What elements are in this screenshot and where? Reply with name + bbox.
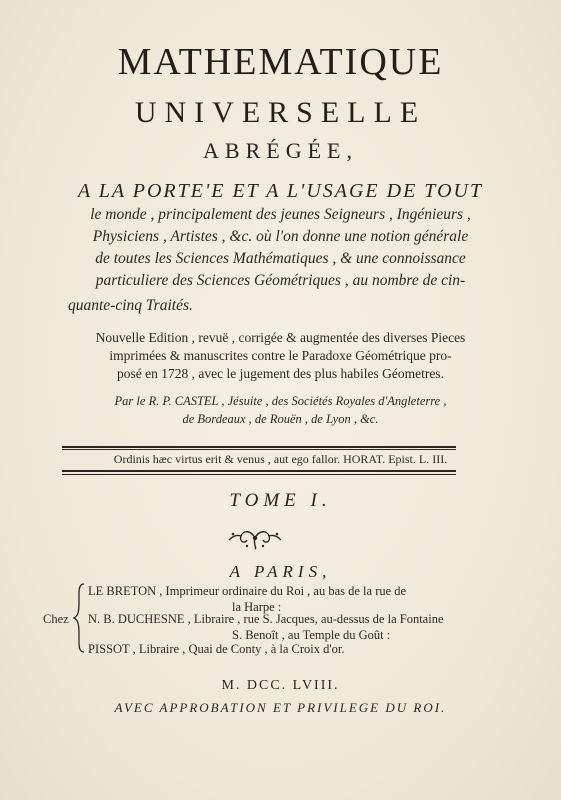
title-main: MATHEMATIQUE [117, 41, 444, 83]
publisher-line: PISSOT , Libraire , Quai de Conty , à la Croix d'or. [88, 642, 345, 656]
title-universelle: UNIVERSELLE [134, 96, 427, 129]
title-abregee: ABRÉGÉE, [203, 138, 358, 163]
publisher-line: LE BRETON , Imprimeur ordinaire du Roi , au bas de la rue de [88, 584, 407, 598]
place-label: A PARIS, [229, 562, 332, 581]
brace-icon [72, 582, 86, 654]
edition-line: imprimées & manuscrites contre le Paradoxe Géométrique pro- [109, 348, 452, 363]
publisher-line: S. Benoît , au Temple du Goût : [232, 628, 391, 642]
publisher-line: N. B. DUCHESNE , Libraire , rue S. Jacques, au-dessus de la Fontaine [88, 612, 444, 626]
description-line: quante-cinq Traités. [68, 297, 193, 314]
bottom-rule-thin [62, 474, 456, 475]
description-line: particuliere des Sciences Géométriques , au nombre de cin- [95, 272, 466, 289]
chez-label: Chez [43, 612, 69, 626]
year: M. DCC. LVIII. [221, 678, 340, 693]
edition-line: Nouvelle Edition , revuë , corrigée & augmentée des diverses Pieces [95, 330, 466, 345]
tome-label: TOME I. [229, 490, 332, 511]
description-heading: A LA PORTE'E ET A L'USAGE DE TOUT [77, 180, 484, 202]
author-line: de Bordeaux , de Rouën , de Lyon , &c. [182, 412, 379, 426]
bottom-rule [62, 470, 456, 472]
description-line: le monde , principalement des jeunes Seigneurs , Ingénieurs , [90, 206, 471, 223]
description-line: de toutes les Sciences Mathématiques , & une connoissance [95, 250, 466, 267]
author-line: Par le R. P. CASTEL , Jésuite , des Sociétés Royales d'Angleterre , [114, 394, 447, 408]
top-rule-thin [62, 449, 456, 450]
description-line: Physiciens , Artistes , &c. où l'on donne une notion générale [92, 228, 469, 245]
ornament-icon [225, 526, 285, 550]
publisher-line: la Harpe : [232, 600, 282, 614]
motto: Ordinis hæc virtus erit & venus , aut ego fallor. HORAT. Epist. L. III. [113, 452, 448, 466]
top-rule [62, 446, 456, 448]
edition-line: posé en 1728 , avec le jugement des plus habiles Géometres. [117, 366, 444, 381]
privilege-line: AVEC APPROBATION ET PRIVILEGE DU ROI. [114, 700, 447, 715]
